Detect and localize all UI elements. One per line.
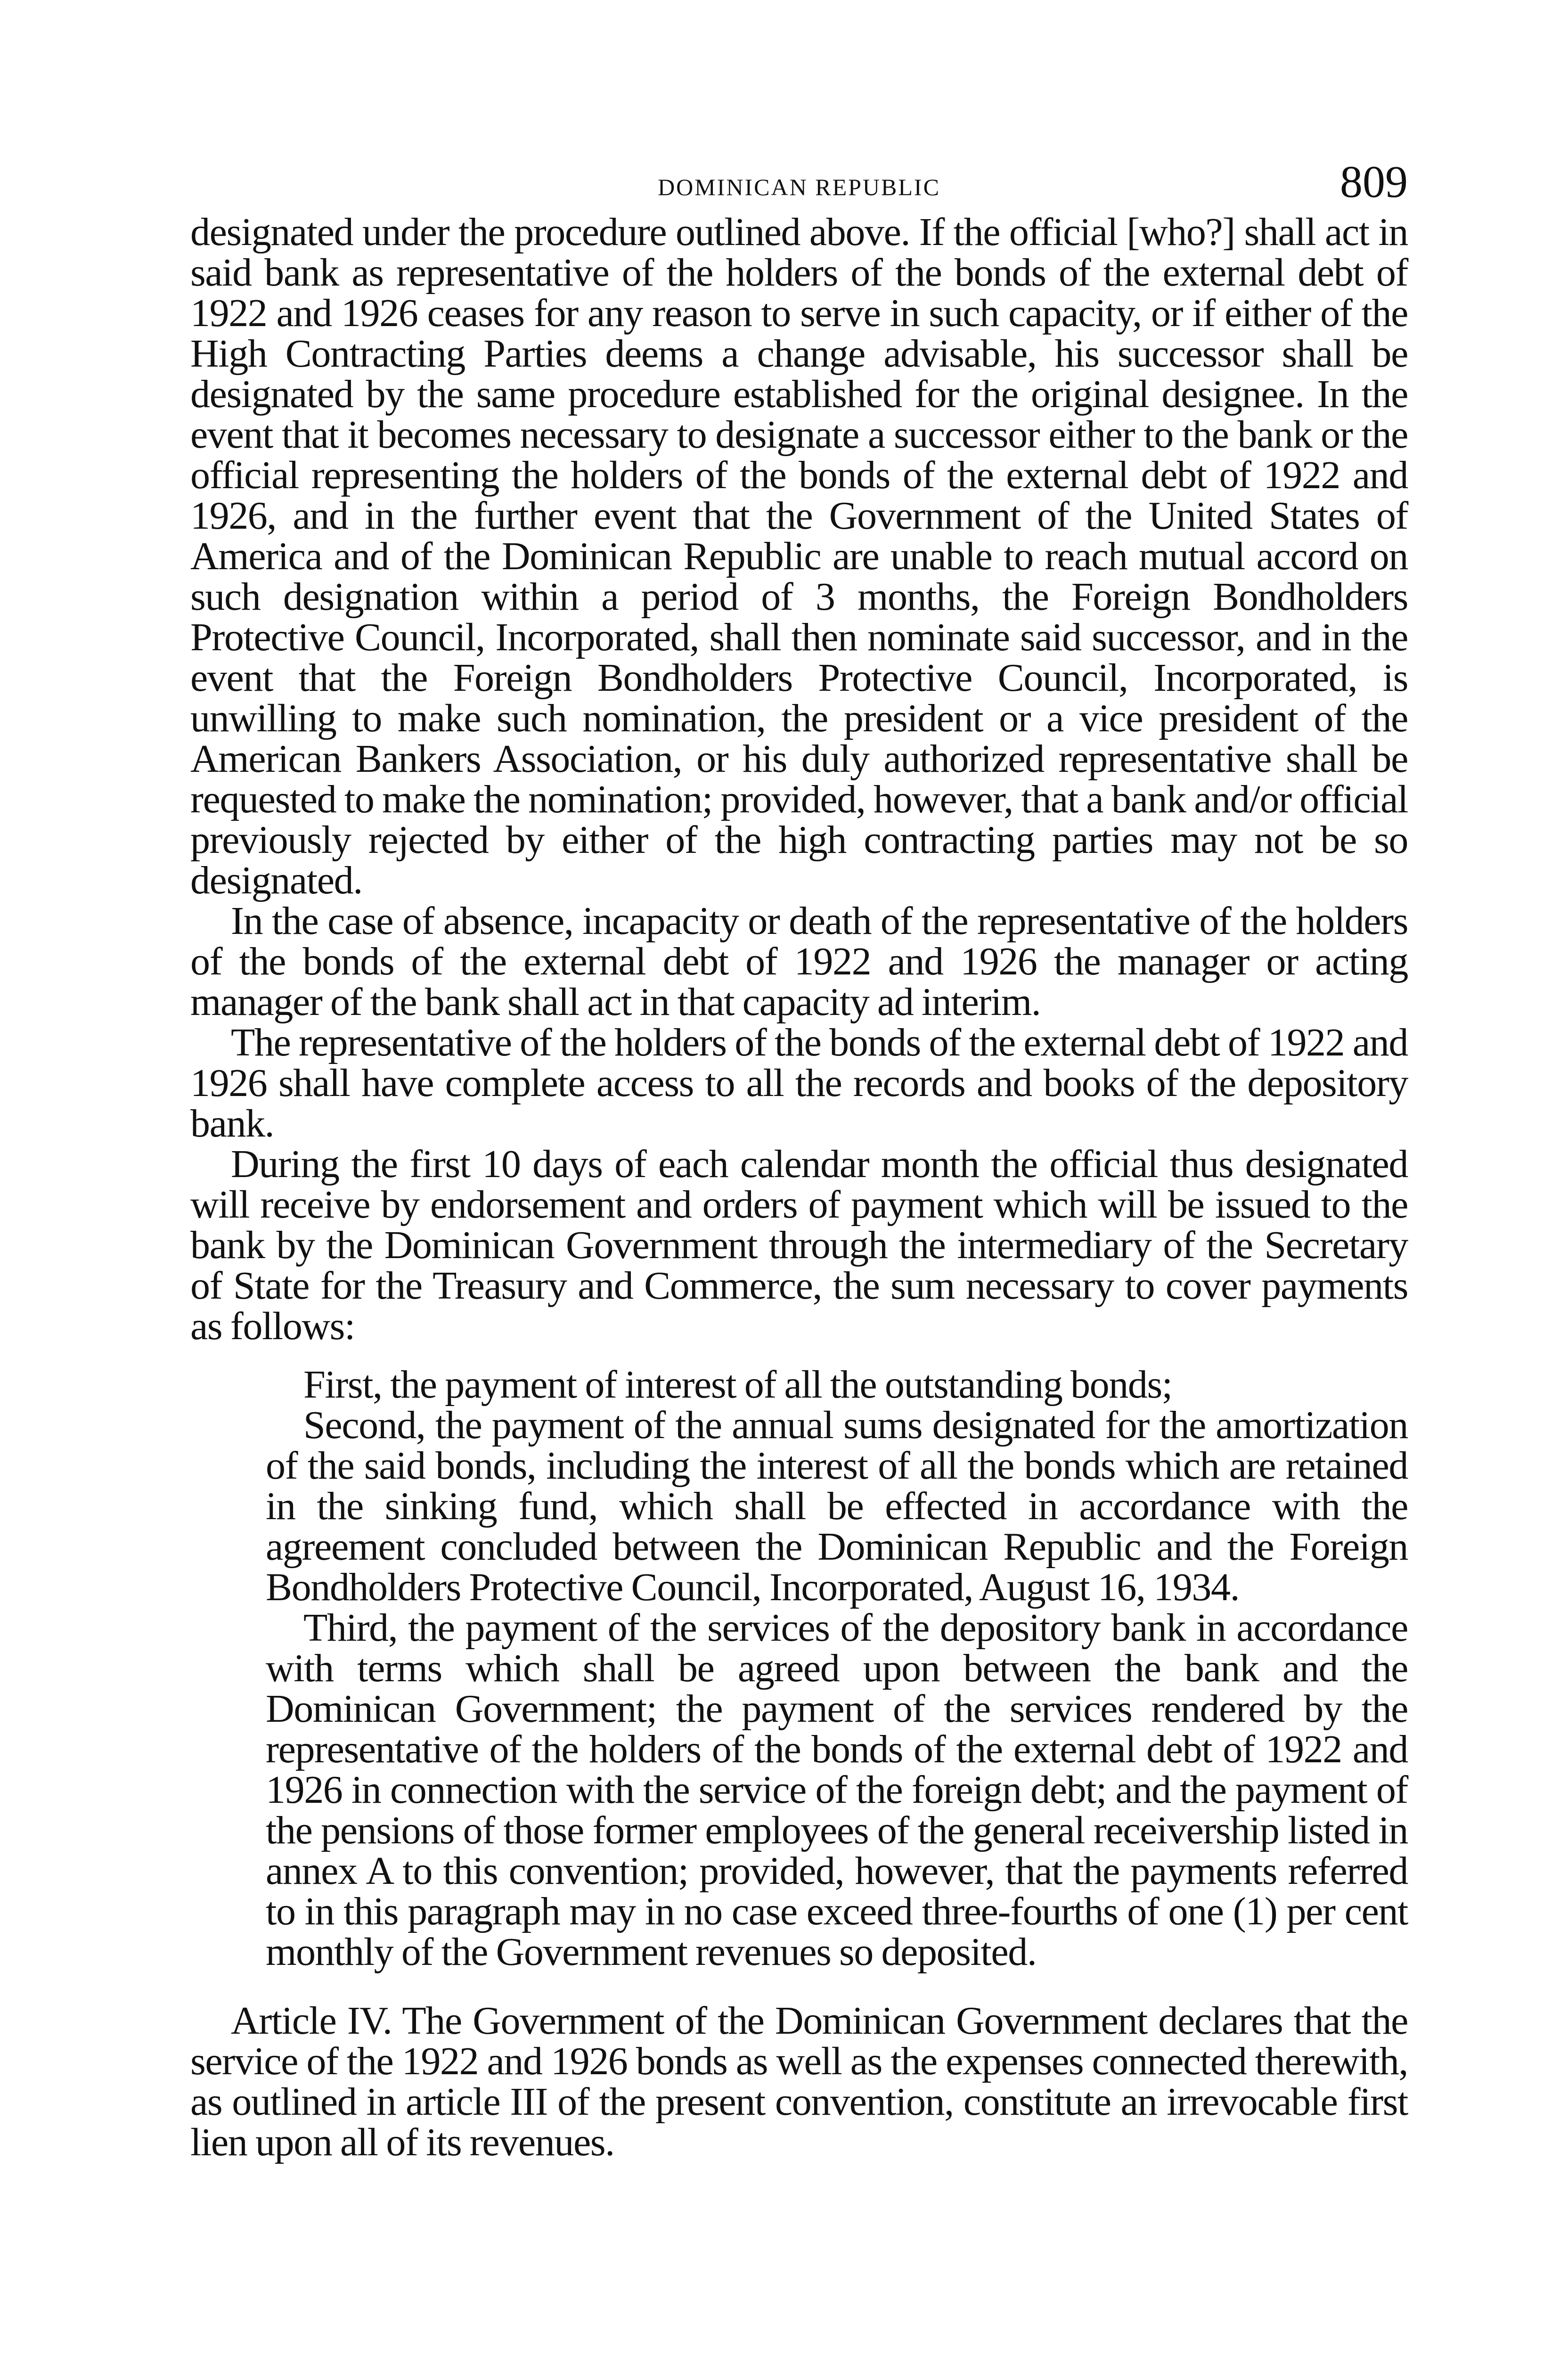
paragraph-payments: During the first 10 days of each calendar month the official thus designated will receive by endorsement and orders of payment which will be issued to the bank by the Dominican Government through the intermediary of the Secretary of State for the Treasury and Commerce, the sum necessary to cover payments as follows: [190,1142,1408,1348]
list-item-first: First, the payment of interest of all the outstanding bonds; [303,1363,1172,1407]
article-iv: Article IV. The Government of the Dominican Government declares that the service of the 1922 and 1926 bonds as well as the expenses connected therewith, as outlined in article III of the present convention, constitute an irrevocable first lien upon all of its revenues. [190,1999,1408,2164]
paragraph-access: The representative of the holders of the bonds of the external debt of 1922 and 1926 shall have complete access to all the records and books of the depository bank. [190,1021,1408,1145]
document-page [190,155,1408,2163]
page-header [190,155,1408,212]
payment-list [266,1365,1408,1972]
running-title: DOMINICAN REPUBLIC [658,174,940,200]
list-item-third: Third, the payment of the services of the depository bank in accordance with terms which shall be agreed upon between the bank and the Dominican Government; the payment of the services rendered by the representative of the holders of the bonds of the external debt of 1922 and 1926 in connection with the service of the foreign debt; and the payment of the pensions of those former employees of the general receivership listed in annex A to this convention; provided, however, that the payments referred to in this paragraph may in no case exceed three-fourths of one (1) per cent monthly of the Government revenues so deposited. [266,1606,1408,1974]
paragraph-continuation: designated under the procedure outlined above. If the official [who?] shall act in said bank as representative of the holders of the bonds of the external debt of 1922 and 1926 ceases for any reason to serve in such capacity, or if either of the High Contracting Parties deems a change advisable, his successor shall be designated by the same procedure established for the original designee. In the event that it becomes necessary to designate a successor either to the bank or the official representing the holders of the bonds of the external debt of 1922 and 1926, and in the further event that the Government of the United States of America and of the Dominican Republic are unable to reach mutual accord on such designation within a period of 3 months, the Foreign Bondholders Protective Council, Incorporated, shall then nominate said successor, and in the event that the Foreign Bondholders Protective Council, Incorporated, is unwilling to make such nomination, the president or a vice president of the American Bankers Association, or his duly authorized representative shall be requested to make the nomination; provided, however, that a bank and/or official previously rejected by either of the high contracting parties may not be so designated. [190,210,1408,902]
page-number: 809 [1340,156,1408,207]
paragraph-absence: In the case of absence, incapacity or death of the representative of the holders of the bonds of the external debt of 1922 and 1926 the manager or acting manager of the bank shall act in that capacity ad interim. [190,899,1408,1024]
list-item-second: Second, the payment of the annual sums designated for the amortization of the said bonds, including the interest of all the bonds which are retained in the sinking fund, which shall be effected in accordance with the agreement concluded between the Dominican Republic and the Foreign Bondholders Protective Council, Incorporated, August 16, 1934. [266,1403,1408,1609]
